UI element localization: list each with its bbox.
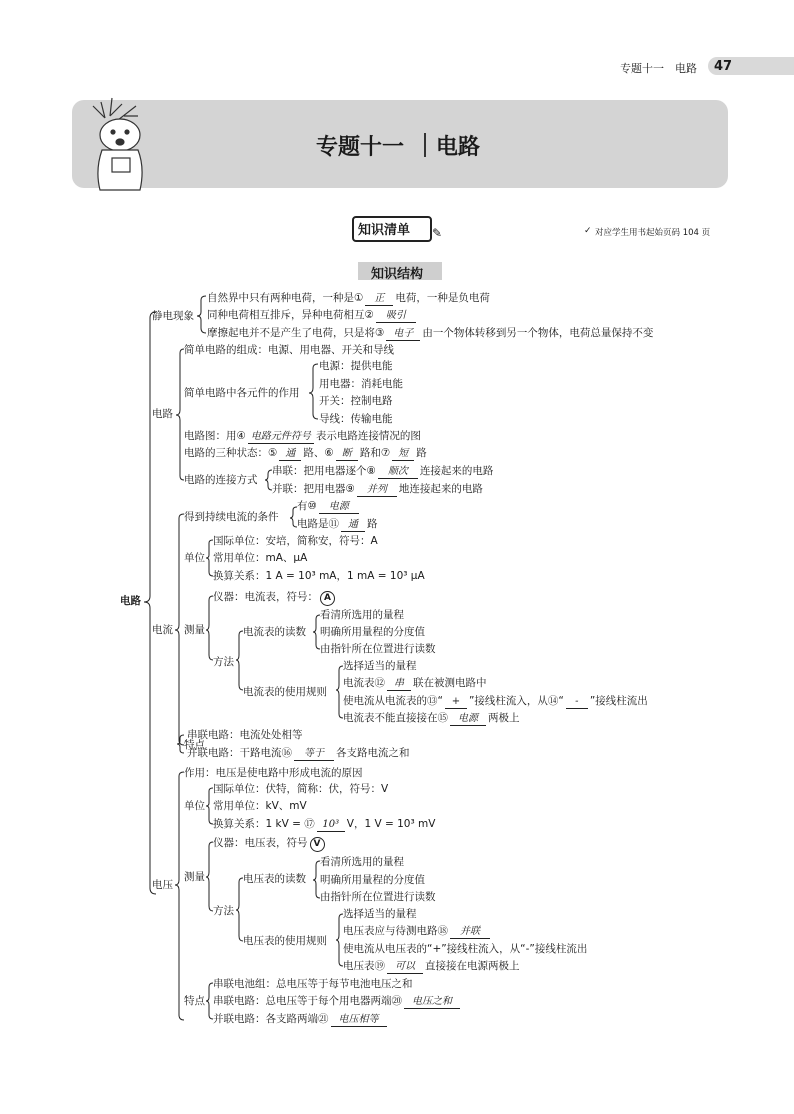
subtitle: 知识结构: [371, 267, 424, 282]
static-line-1: 自然界中只有两种电荷，一种是① 正 电荷，一种是负电荷: [207, 292, 490, 304]
voltage-unit-2: 常用单位：kV、mV: [213, 800, 307, 812]
voltage-unit-3: 换算关系：1 kV = ⑰ 10³ V，1 V = 10³ mV: [213, 818, 436, 830]
voltage-unit-1: 国际单位：伏特，简称：伏，符号：V: [213, 783, 389, 795]
voltmeter-reading-item: 看清所选用的量程: [320, 856, 404, 868]
circuit-states-line: 电路的三种状态：⑤ 通 路、⑥ 断 路和⑦ 短 路: [184, 447, 427, 459]
circuit-composition: 简单电路的组成：电源、用电器、开关和导线: [184, 344, 394, 356]
ammeter-line: 仪器：电流表，符号： A: [213, 591, 335, 606]
current-feature-2: 并联电路：干路电流⑯ 等于 各支路电流之和: [187, 747, 410, 759]
current-unit-1: 国际单位：安培，简称安，符号：A: [213, 535, 378, 547]
voltmeter-reading-label: 电压表的读数: [243, 873, 306, 885]
voltage-feature-3: 并联电路：各支路两端㉑ 电压相等: [213, 1013, 389, 1027]
ammeter-rules-label: 电流表的使用规则: [243, 686, 327, 698]
ammeter-reading-item: 明确所用量程的分度值: [320, 626, 425, 638]
current-measure-label: 测量: [184, 624, 205, 636]
ammeter-symbol-icon: A: [320, 591, 335, 606]
current-unit-label: 单位: [184, 552, 205, 564]
page-number: 47: [714, 59, 733, 74]
knowledge-badge-label: 知识清单: [358, 223, 411, 238]
ammeter-rule-2: 电流表⑫ 串 联在被测电路中: [343, 677, 487, 689]
voltmeter-rule-4: 电压表⑲ 可以 直接接在电源两极上: [343, 960, 520, 972]
circuit-label: 电路: [152, 408, 173, 420]
component-item: 导线：传输电能: [319, 413, 393, 425]
series-line: 串联：把用电器逐个⑧ 顺次 连接起来的电路: [272, 465, 494, 477]
root-label: 电路: [120, 595, 141, 607]
ammeter-reading-label: 电流表的读数: [243, 626, 306, 638]
component-item: 用电器：消耗电能: [319, 378, 403, 390]
voltage-feature-2: 串联电路：总电压等于每个用电器两端⑳ 电压之和: [213, 995, 462, 1009]
voltmeter-reading-item: 由指针所在位置进行读数: [320, 891, 436, 903]
voltmeter-rule-2: 电压表应与待测电路⑱ 并联: [343, 925, 492, 939]
voltmeter-line: 仪器：电压表，符号 V: [213, 837, 325, 852]
voltmeter-rule-1: 选择适当的量程: [343, 908, 417, 920]
banner-title-right: 电路: [436, 135, 481, 160]
voltage-role: 作用：电压是使电路中形成电流的原因: [184, 767, 363, 779]
voltage-unit-label: 单位: [184, 800, 205, 812]
current-cond-1: 有⑩ 电源: [297, 500, 361, 514]
circuit-diagram-line: 电路图：用④ 电路元件符号 表示电路连接情况的图: [184, 430, 421, 442]
parallel-line: 并联：把用电器⑨ 并列 地连接起来的电路: [272, 483, 483, 495]
voltage-method-label: 方法: [213, 905, 234, 917]
voltage-label: 电压: [152, 879, 173, 891]
current-unit-3: 换算关系：1 A = 10³ mA，1 mA = 10³ μA: [213, 570, 425, 582]
ammeter-rule-1: 选择适当的量程: [343, 660, 417, 672]
current-feature-1: 串联电路：电流处处相等: [187, 729, 303, 741]
static-label: 静电现象: [152, 310, 194, 322]
current-method-label: 方法: [213, 656, 234, 668]
header-breadcrumb: 专题十一 电路: [620, 62, 697, 75]
voltmeter-symbol-icon: V: [310, 837, 325, 852]
ammeter-reading-item: 由指针所在位置进行读数: [320, 643, 436, 655]
check-icon: ✓: [584, 226, 592, 236]
ammeter-rule-3: 使电流从电流表的⑬“ + ”接线柱流入，从⑭“ - ”接线柱流出: [343, 695, 648, 707]
voltage-measure-label: 测量: [184, 871, 205, 883]
current-feature-label: 特点: [184, 739, 205, 751]
component-item: 电源：提供电能: [319, 360, 393, 372]
voltage-feature-1: 串联电池组：总电压等于每节电池电压之和: [213, 978, 413, 990]
ammeter-reading-item: 看清所选用的量程: [320, 609, 404, 621]
current-unit-2: 常用单位：mA、μA: [213, 552, 308, 564]
connect-label: 电路的连接方式: [184, 474, 258, 486]
voltmeter-rule-3: 使电流从电压表的“+”接线柱流入，从“-”接线柱流出: [343, 943, 588, 955]
notes-icon: ✎: [432, 226, 443, 240]
ammeter-rule-4: 电流表不能直接接在⑮ 电源 两极上: [343, 712, 520, 724]
voltmeter-reading-item: 明确所用量程的分度值: [320, 874, 425, 886]
banner-title-left: 专题十一: [316, 135, 405, 160]
static-line-3: 摩擦起电并不是产生了电荷，只是将③ 电子 由一个物体转移到另一个物体，电荷总量保持不变: [207, 327, 654, 339]
static-line-2: 同种电荷相互排斥，异种电荷相互② 吸引: [207, 309, 418, 323]
component-item: 开关：控制电路: [319, 395, 393, 407]
voltmeter-rules-label: 电压表的使用规则: [243, 935, 327, 947]
current-cond-2: 电路是⑪ 通 路: [297, 518, 378, 530]
current-label: 电流: [152, 624, 173, 636]
current-cond-label: 得到持续电流的条件: [184, 511, 279, 523]
ref-note: 对应学生用书起始页码 104 页: [595, 228, 711, 238]
voltage-feature-label: 特点: [184, 995, 205, 1007]
components-label: 简单电路中各元件的作用: [184, 387, 300, 399]
